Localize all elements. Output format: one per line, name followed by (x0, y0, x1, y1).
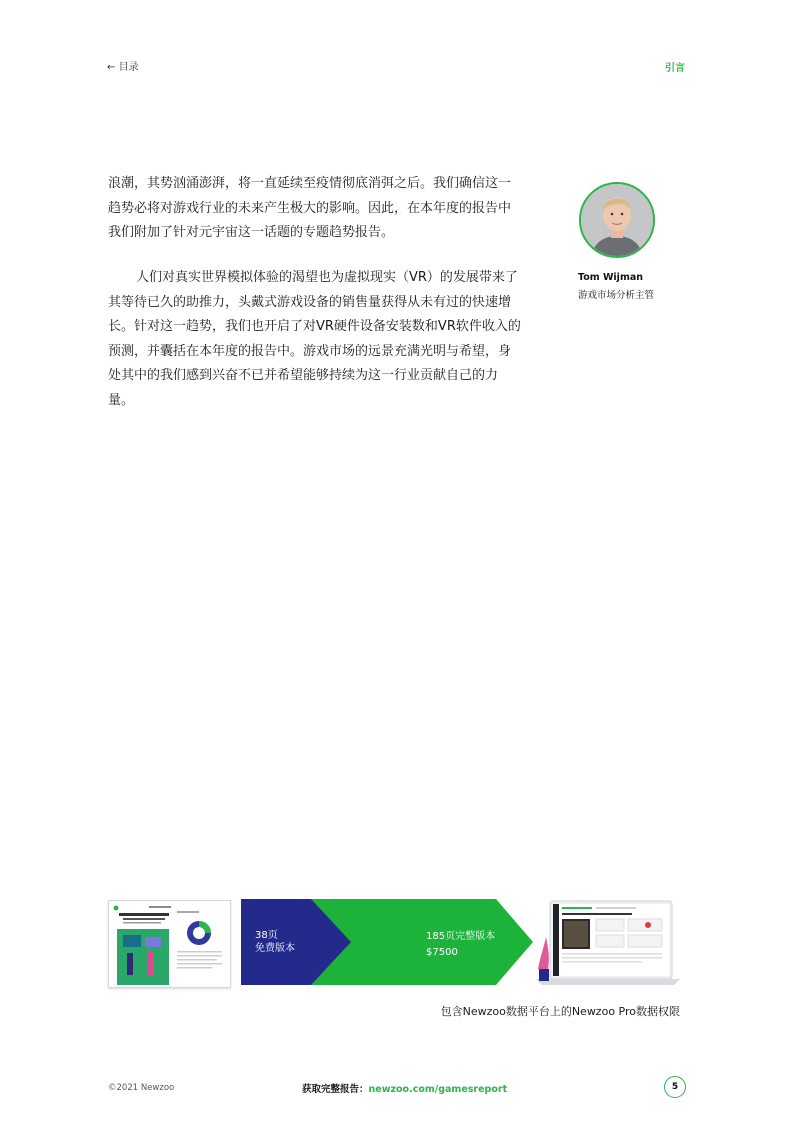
body-paragraph-1: 浪潮，其势汹涌澎湃，将一直延续至疫情彻底消弭之后。我们确信这一趋势必将对游戏行业的未来产生极大的影响。因此，在本年度的报告中我们附加了针对元宇宙这一话题的专题趋势报告。 (108, 176, 512, 240)
promo-caption: 包含Newzoo数据平台上的Newzoo Pro数据权限 (440, 1005, 680, 1018)
footer-cta-prefix: 获取完整报告： (302, 1084, 369, 1095)
report-cover-thumbnail (108, 900, 231, 988)
full-price: $7500 (426, 947, 458, 958)
footer-cta (302, 1081, 507, 1095)
footer-report-link[interactable]: newzoo.com/gamesreport (368, 1084, 508, 1095)
laptop-dashboard-image (536, 899, 680, 987)
free-edition-info[interactable] (255, 929, 295, 955)
section-label: 引言 (665, 63, 685, 74)
footer-copyright: ©2021 Newzoo (108, 1083, 175, 1093)
full-edition-info[interactable] (426, 929, 495, 961)
back-arrow-icon: ← (107, 62, 116, 73)
author-avatar (579, 182, 655, 258)
page-number: 5 (664, 1076, 686, 1098)
free-label: 免费版本 (255, 943, 295, 954)
free-pages: 38页 (255, 930, 278, 941)
author-title: 游戏市场分析主管 (578, 290, 655, 301)
author-name: Tom Wijman (578, 272, 644, 283)
toc-link[interactable] (107, 58, 139, 73)
body-paragraph-2: 人们对真实世界模拟体验的渴望也为虚拟现实（VR）的发展带来了其等待已久的助推力，头戴式游戏设备的销售量获得从未有过的快速增长。针对这一趋势，我们也开启了对VR硬件设备安装数和VR软件收入的预测，并囊括在本年度的报告中。游戏市场的远景充满光明与希望，身处其中的我们感到兴奋不已并希望能够持续为这一行业贡献自己的力量。 (108, 270, 521, 408)
full-label: 185页完整版本 (426, 931, 496, 942)
toc-label: 目录 (118, 62, 139, 73)
report-promo-banner[interactable] (108, 899, 680, 987)
